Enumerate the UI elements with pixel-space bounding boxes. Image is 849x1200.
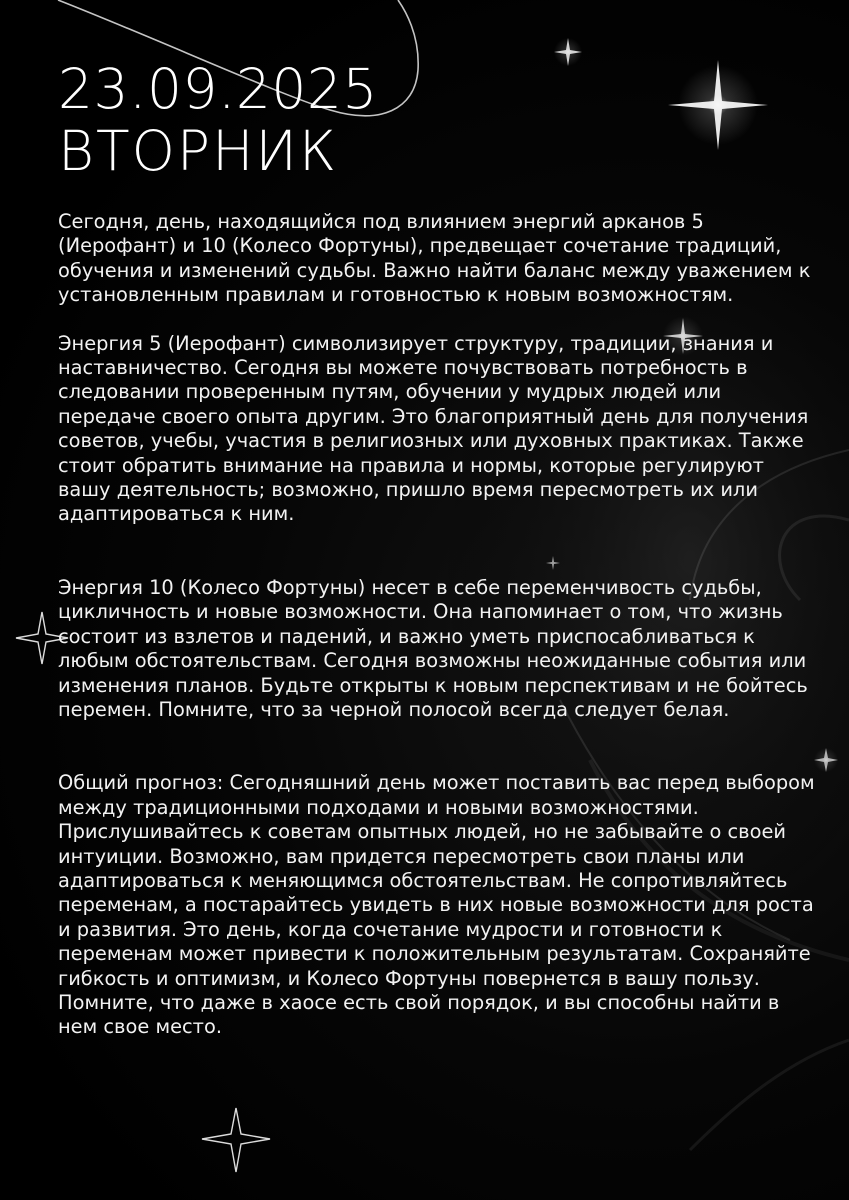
sparkle-star-icon: [202, 1108, 270, 1172]
page-title: [58, 58, 378, 182]
sparkle-star-icon: [668, 60, 768, 150]
forecast-body: [58, 210, 818, 1040]
weekday-heading: ВТОРНИК: [58, 119, 339, 183]
wheel-of-fortune-paragraph: Энергия 10 (Колесо Фортуны) несет в себе переменчивость судьбы, цикличность и новые возможности. Она напоминает о том, что жизнь состоит из взлетов и падений, и важно уметь приспосабливаться к любым обстоятельствам. Сегодня возможны неожиданные события или изменения планов. Будьте открыты к новым перспективам и не бойтесь перемен. Помните, что за черной полосой всегда следует белая.: [58, 575, 808, 721]
general-forecast-paragraph: Общий прогноз: Сегодняшний день может поставить вас перед выбором между традиционными подходами и новыми возможностями. Прислушивайтесь к советам опытных людей, но не забывайте о своей интуиции. Возможно, вам придется пересмотреть свои планы или адаптироваться к меняющимся обстоятельствам. Не сопротивляйтесь переменам, а постарайтесь увидеть в них новые возможности для роста и развития. Это день, когда сочетание мудрости и готовности к переменам может привести к положительным результатам. Сохраняйте гибкость и оптимизм, и Колесо Фортуны повернется в вашу пользу. Помните, что даже в хаосе есть свой порядок, и вы способны найти в нем свое место.: [58, 771, 815, 1039]
date-heading: 23.09.2025: [58, 57, 378, 121]
intro-paragraph: Сегодня, день, находящийся под влиянием энергий арканов 5 (Иерофант) и 10 (Колесо Фортуны), предвещает сочетание традиций, обучения и изменений судьбы. Важно найти баланс между уважением к установленным правилам и готовностью к новым возможностям.: [58, 210, 811, 307]
hierophant-paragraph: Энергия 5 (Иерофант) символизирует структуру, традиции, знания и наставничество. Сегодня вы можете почувствовать потребность в следовании проверенным путям, обучении у мудрых людей или передаче своего опыта другим. Это благоприятный день для получения советов, учебы, участия в религиозных или духовных практиках. Также стоит обратить внимание на правила и нормы, которые регулируют вашу деятельность; возможно, пришло время пересмотреть их или адаптироваться к ним.: [58, 331, 809, 526]
sparkle-star-icon: [554, 38, 582, 66]
